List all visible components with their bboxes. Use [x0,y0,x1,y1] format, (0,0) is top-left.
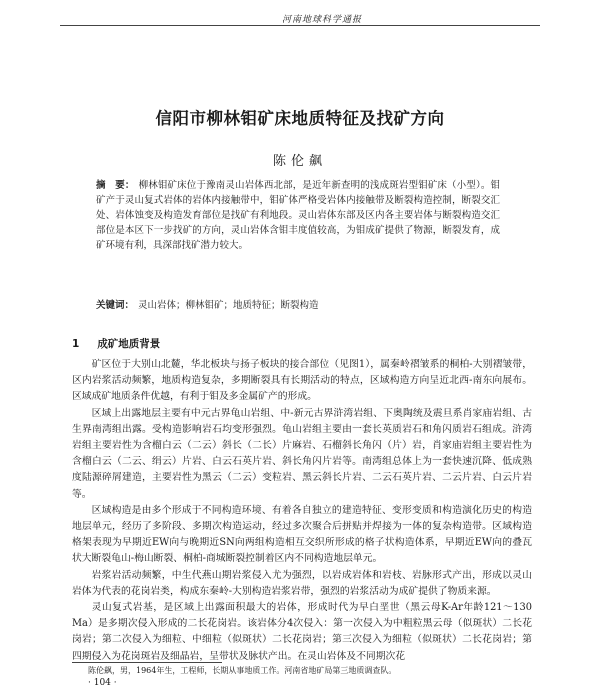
section-number: 1 [72,338,80,350]
running-header: 河南地球科学通报 [281,15,362,25]
author-name: 陈伦飙 [272,154,327,169]
section-heading [72,336,160,351]
body-paragraph: 岩浆岩活动频繁，中生代燕山期岩浆侵入尤为强烈，以岩成岩体和岩枝、岩脉形式产出，形成以灵山岩体为代表的花岗岩类，构成东秦岭-大别构造岩浆岩带，强烈的岩浆活动为成矿提供了物质来源。 [72,569,532,597]
footnote: 陈伦飙，男，1964年生，工程师，长期从事地质工作。河南省地矿局第三地质调查队。 [88,666,397,675]
keywords-label: 关键词： [96,300,135,311]
keywords [96,298,500,313]
footnote-rule [72,662,222,663]
paper-title: 信阳市柳林钼矿床地质特征及找矿方向 [155,109,445,129]
header-rule [60,25,540,26]
abstract-label: 摘 要： [96,180,135,191]
abstract [96,178,500,253]
section-title: 成矿地质背景 [97,338,161,350]
body-paragraph: 灵山复式岩基，是区域上出露面积最大的岩体，形成时代为早白垩世（黑云母K-Ar年龄121～130 Ma）是多期次侵入形成的二长花岗岩。该岩体分4次侵入：第一次侵入为中粗粒黑云母（似斑状）二长花岗岩；第二次侵入为细粒、中细粒（似斑状）二长花岗岩；第三次侵入为细粒（似斑状）二长花岗岩；第四期侵入为花岗斑岩及细晶岩，呈带状及脉状产出。在灵山岩体及不同期次花 [72,602,532,662]
page-number: · 104 · [88,678,117,688]
body-paragraph: 区域上出露地层主要有中元古界龟山岩组、中-新元古界浒湾岩组、下奥陶统及震旦系肖家庙岩组、古生界南湾组出露。受构造影响岩石均变形强烈。龟山岩组主要由一套长英质岩石和角闪质岩石组成。浒湾岩组主要岩性为含榴白云（二云）斜长（二长）片麻岩、石榴斜长角闪（片）岩，肖家庙岩组主要岩性为含榴白云（二云、绢云）片岩、白云石英片岩、斜长角闪片岩等。南湾组总体上为一套快速沉降、低成熟度陆源碎屑建造，主要岩性为黑云（二云）变粒岩、黑云斜长片岩、二云石英片岩、二云片岩、白云片岩等。 [72,407,532,500]
body-paragraph: 区域构造是由多个形成于不同构造环境、有着各自独立的建造特征、变形变质和构造演化历史的构造地层单元，经历了多阶段、多期次构造运动，经过多次聚合后拼贴并焊接为一体的复杂构造带。区域构造格架表现为早期近EW向与晚期近SN向两组构造相互交织所形成的格子状构造体系，早期近EW向的叠瓦状大断裂龟山-梅山断裂、桐柏-商城断裂控制着区内不同构造地层单元。 [72,504,532,565]
body-paragraph: 矿区位于大别山北麓，华北板块与扬子板块的接合部位（见图1），属秦岭褶皱系的桐柏-大别褶皱带，区内岩浆活动频繁，地质构造复杂，多期断裂具有长期活动的特点，区域构造方向呈近北西-南东向展布。区域成矿地质条件优越，有利于钼及多金属矿产的形成。 [72,359,532,403]
body-text [72,357,532,665]
abstract-text: 柳林钼矿床位于豫南灵山岩体西北部，是近年新查明的浅成斑岩型钼矿床（小型）。钼矿产于灵山复式岩体的岩体内接触带中，钼矿体严格受岩体内接触带及断裂构造控制，断裂交汇处、岩体蚀变及构造发育部位是找矿有利地段。灵山岩体东部及区内各主要岩体与断裂构造交汇部位是本区下一步找矿的方向，灵山岩体含钼丰度值较高，为钼成矿提供了物源，断裂发育，成矿环境有利，具深部找矿潜力较大。 [96,180,500,251]
keywords-text: 灵山岩体；柳林钼矿；地质特征；断裂构造 [138,300,319,311]
